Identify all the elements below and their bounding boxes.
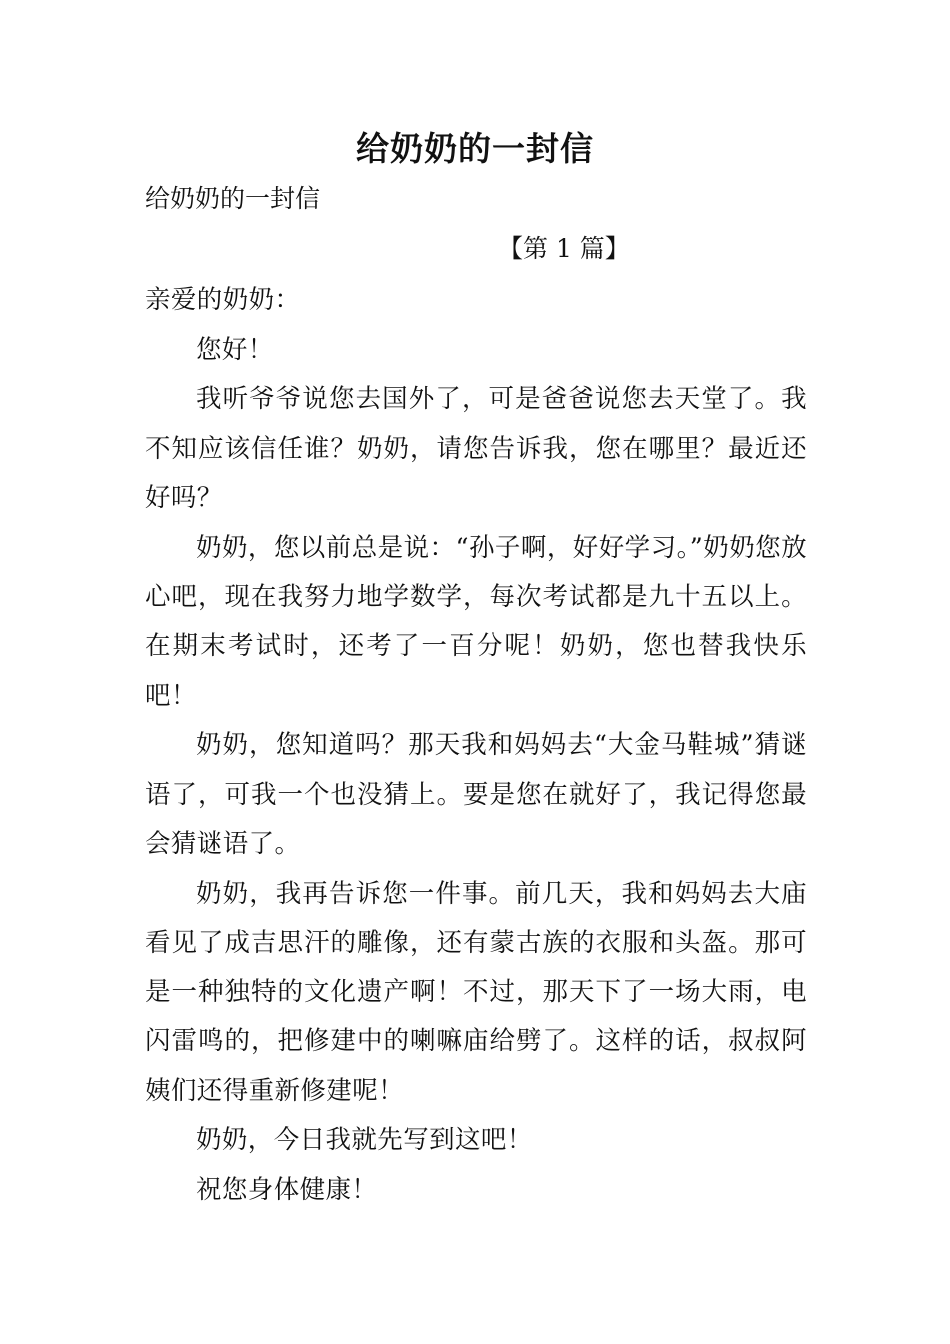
paragraph-greeting: 您好！ (196, 334, 274, 365)
paragraph: 奶奶，您知道吗？那天我和妈妈去“大金马鞋城”猜谜语了，可我一个也没猜上。要是您在就好了，我记得您最会猜谜语了。 (145, 730, 807, 859)
paragraph: 我听爷爷说您去国外了，可是爸爸说您去天堂了。我不知应该信任谁？奶奶，请您告诉我，您在哪里？最近还好吗？ (145, 384, 807, 513)
paragraph: 奶奶，我再告诉您一件事。前几天，我和妈妈去大庙看见了成吉思汗的雕像，还有蒙古族的衣服和头盔。那可是一种独特的文化遗产啊！不过，那天下了一场大雨，电闪雷鸣的，把修建中的喇嘛庙给劈了。这样的话，叔叔阿姨们还得重新修建呢！ (145, 878, 807, 1106)
document-title: 给奶奶的一封信 (356, 129, 594, 168)
chapter-heading: 【第 1 篇】 (498, 234, 630, 263)
paragraph: 奶奶，您以前总是说：“孙子啊，好好学习。”奶奶您放心吧，现在我努力地学数学，每次考试都是九十五以上。在期末考试时，还考了一百分呢！奶奶，您也替我快乐吧！ (145, 532, 807, 711)
letter-body (145, 276, 807, 1216)
paragraph-closing: 祝您身体健康！ (196, 1175, 378, 1206)
document-subtitle: 给奶奶的一封信 (145, 184, 321, 213)
paragraph: 奶奶，今日我就先写到这吧！ (196, 1125, 533, 1156)
salutation: 亲爱的奶奶： (145, 285, 301, 315)
